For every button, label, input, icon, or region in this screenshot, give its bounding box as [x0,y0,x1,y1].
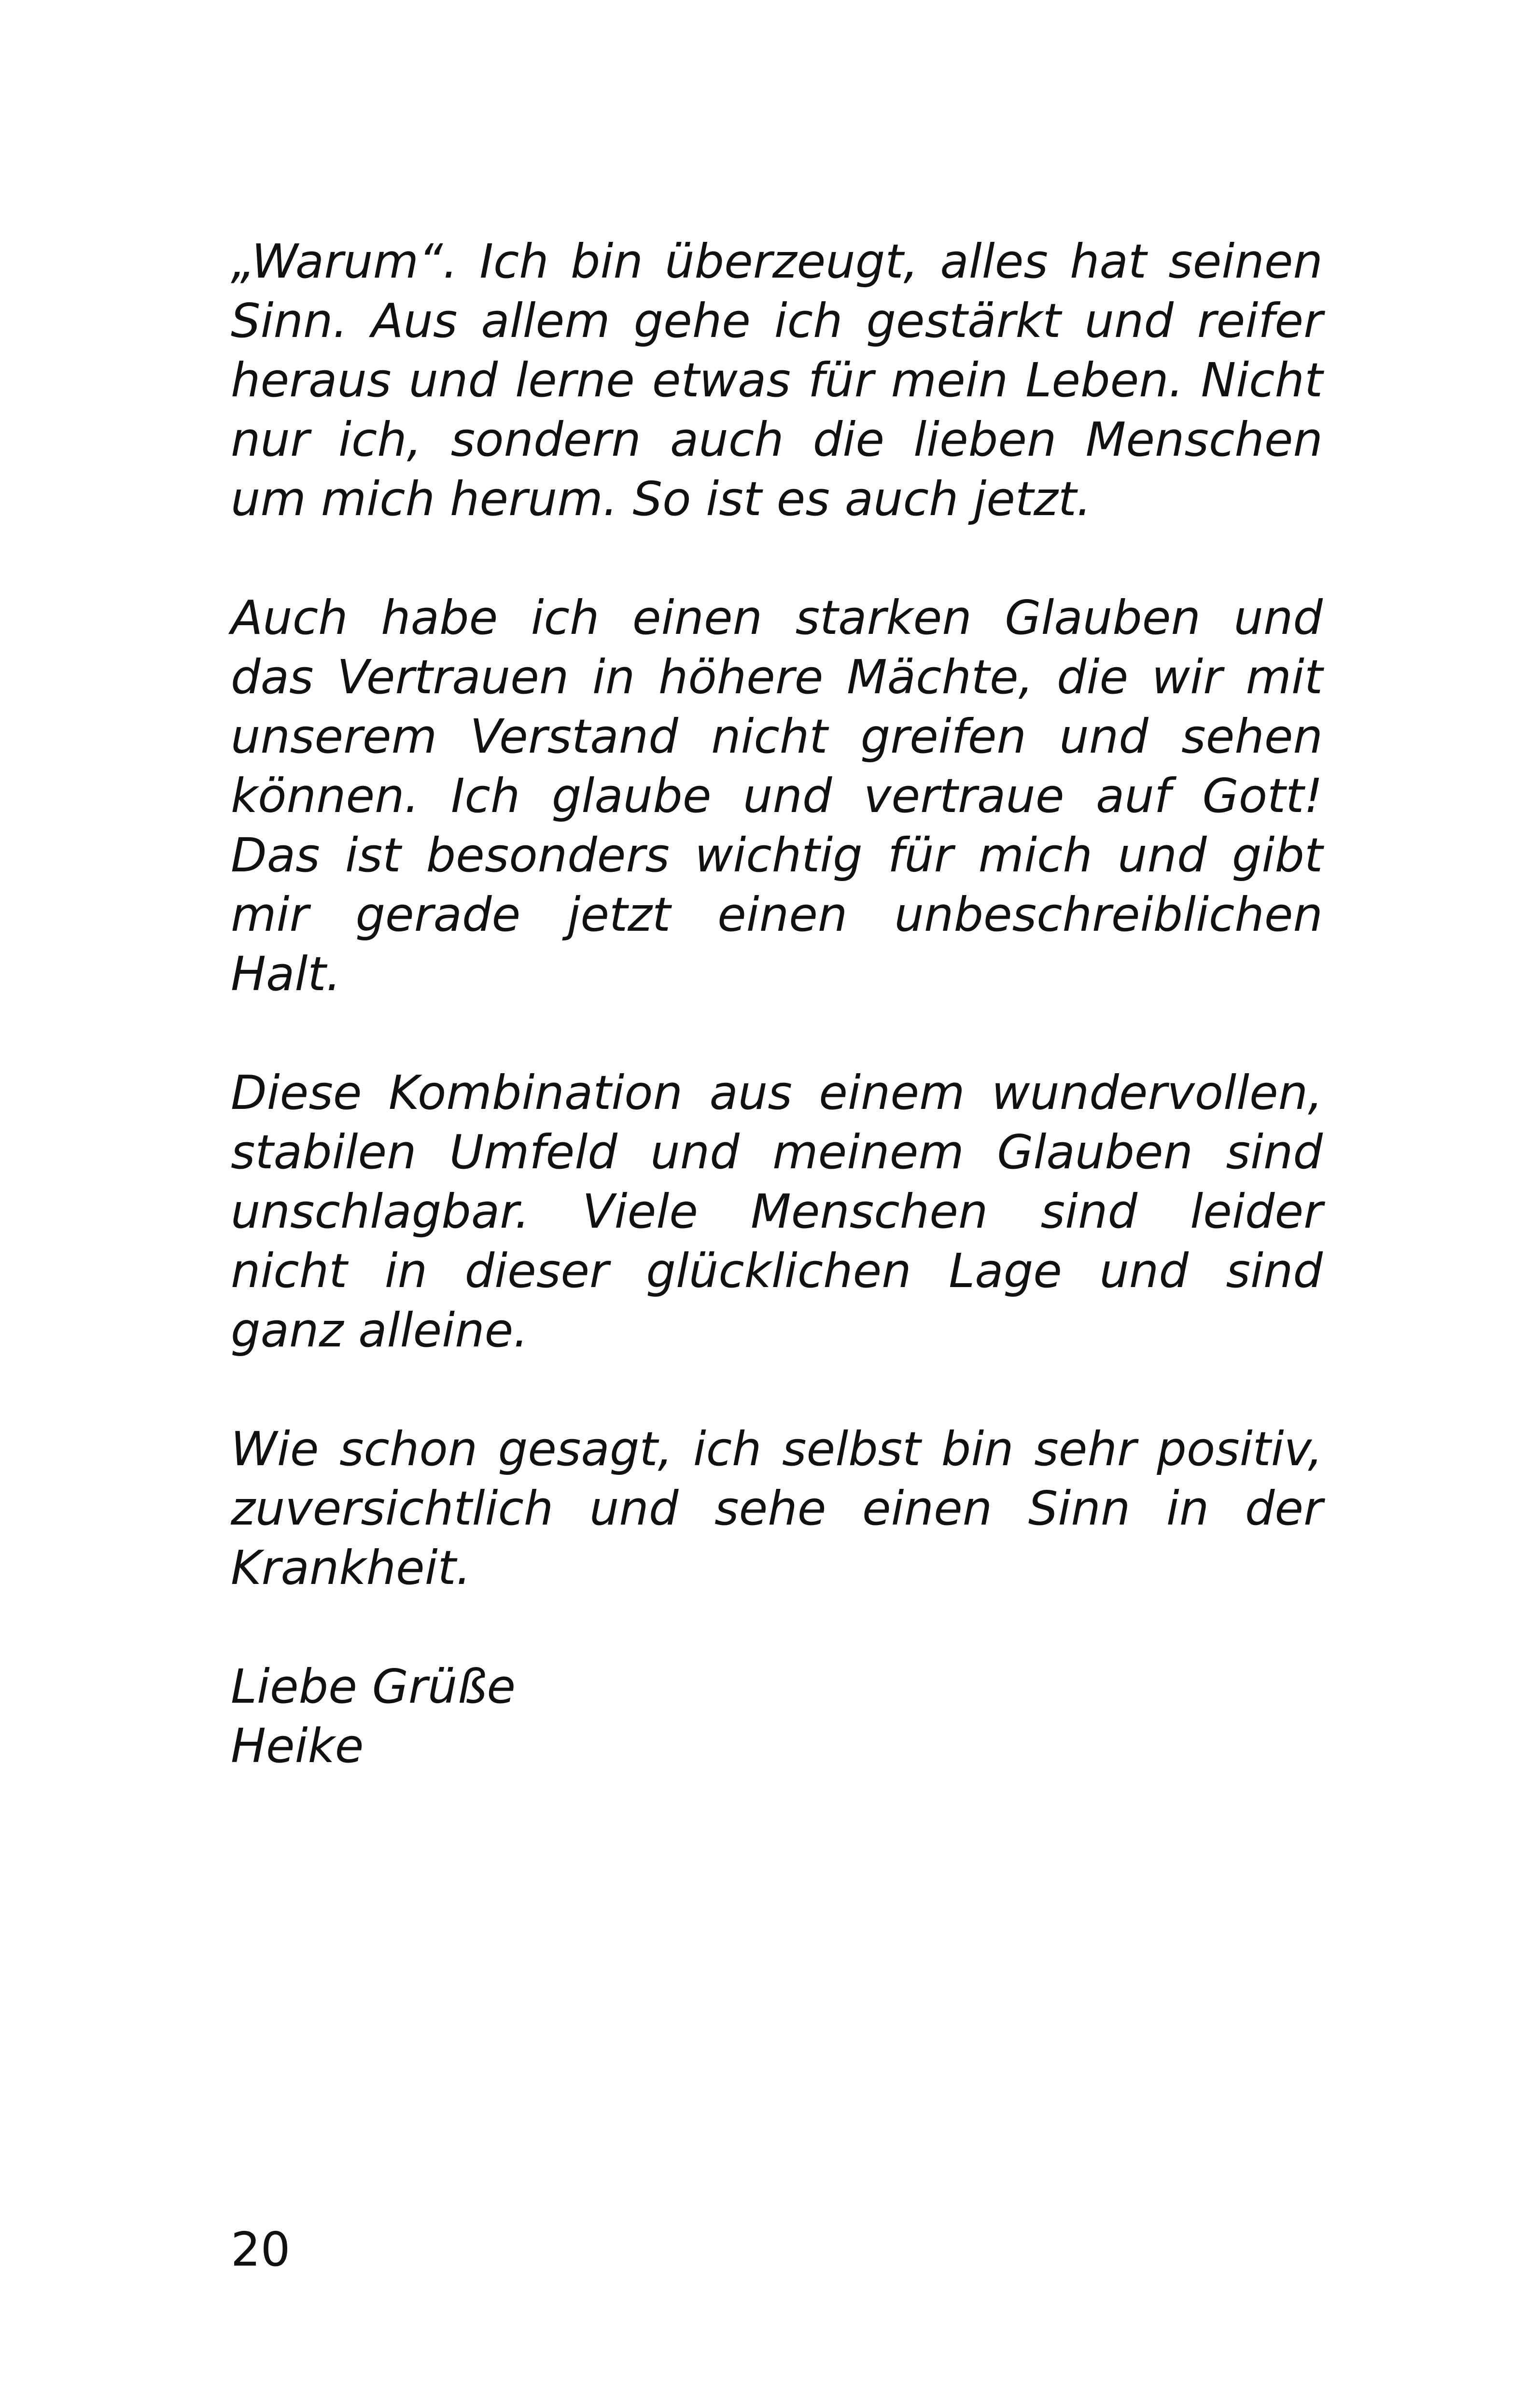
page-number: 20 [231,2222,291,2277]
text-line: nur ich, sondern auch die lieben Menschen [231,412,1323,467]
text-line: Krankheit. [231,1541,471,1595]
paragraph-4 [231,1419,1323,1597]
paragraph-2 [231,588,1323,1004]
text-line: Halt. [231,947,341,1001]
letter-closing [231,1657,1323,1776]
text-line: stabilen Umfeld und meinem Glauben sind [231,1125,1323,1179]
text-line: Diese Kombination aus einem wundervollen, [231,1065,1323,1120]
text-line: das Vertrauen in höhere Mächte, die wir mit [231,650,1323,704]
signature: Heike [231,1719,364,1773]
text-line: unschlagbar. Viele Menschen sind leider [231,1184,1323,1239]
paragraph-1 [231,232,1323,529]
text-line: Das ist besonders wichtig für mich und gibt [231,828,1323,882]
paragraph-3 [231,1063,1323,1360]
closing-greeting: Liebe Grüße [231,1659,516,1714]
text-line: ganz alleine. [231,1303,529,1358]
text-line: „Warum“. Ich bin überzeugt, alles hat seinen [231,234,1323,289]
text-line: mir gerade jetzt einen unbeschreiblichen [231,887,1323,942]
text-line: nicht in dieser glücklichen Lage und sind [231,1244,1323,1298]
text-line: Sinn. Aus allem gehe ich gestärkt und reifer [231,294,1323,348]
text-line: heraus und lerne etwas für mein Leben. Nicht [231,353,1323,407]
text-line: können. Ich glaube und vertraue auf Gott! [231,769,1323,823]
text-line: zuversichtlich und sehe einen Sinn in der [231,1481,1323,1536]
text-line: Wie schon gesagt, ich selbst bin sehr positiv, [231,1422,1323,1476]
text-line: unserem Verstand nicht greifen und sehen [231,709,1323,764]
text-line: um mich herum. So ist es auch jetzt. [231,472,1092,526]
text-line: Auch habe ich einen starken Glauben und [231,590,1323,645]
body-text [231,232,1323,1776]
